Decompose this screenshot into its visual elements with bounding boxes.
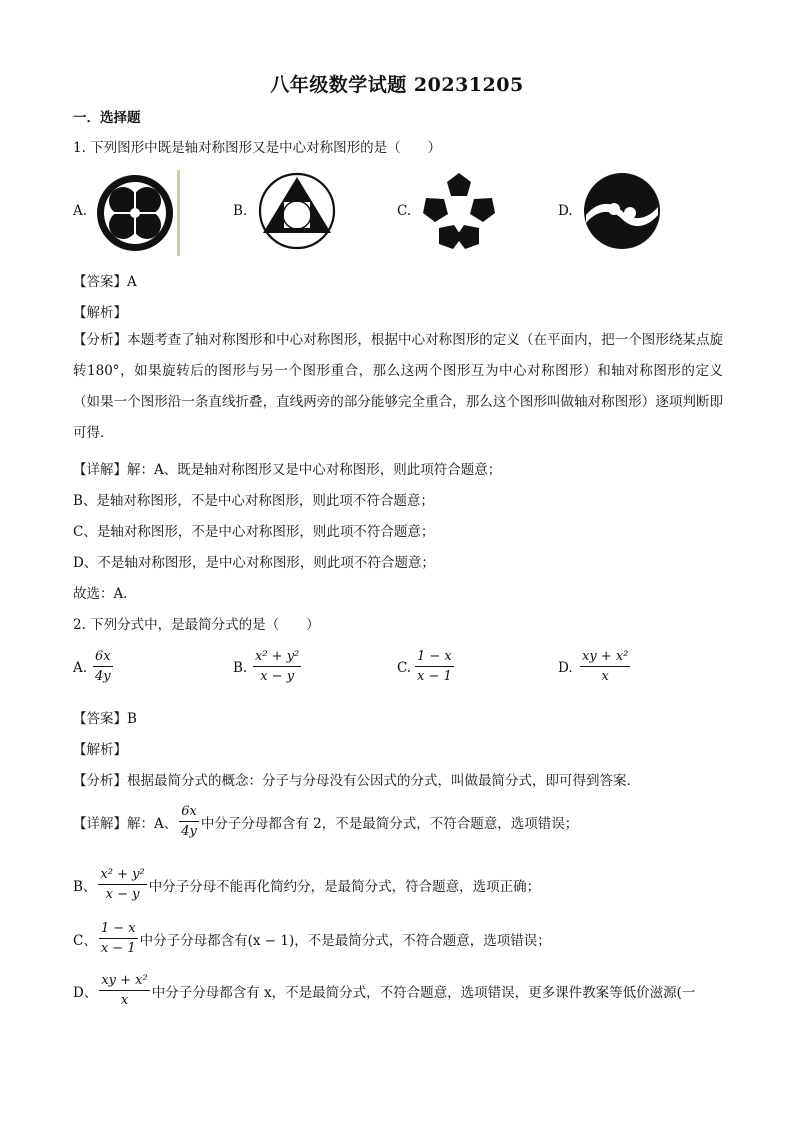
- page-title: 八年级数学试题 20231205: [270, 74, 524, 96]
- q1-answer: [73, 270, 137, 290]
- detail-text: 中分子分母都含有 2，不是最简分式，不符合题意，选项错误；: [200, 815, 579, 832]
- q2-option-a-label: A.: [73, 660, 88, 676]
- denominator: x: [120, 993, 129, 1008]
- denominator: x − 1: [417, 669, 452, 684]
- q2-detail-row: [73, 920, 551, 957]
- q1-analysis-text: 【分析】本题考查了轴对称图形和中心对称图形，根据中心对称图形的定义（在平面内，把一个图形绕某点旋转180°，如果旋转后的图形与另一个图形重合，那么这两个图形互为中心对称图形）和轴对称图形的定义（如果一个图形沿一条直线折叠，直线两旁的部分能够完全重合，那么这个图形叫做轴对称图形）逐项判断即可得．: [73, 332, 723, 441]
- section-heading: 一．选择题: [73, 110, 141, 126]
- answer-value: A: [127, 274, 137, 290]
- detail-fraction: [99, 972, 149, 1009]
- q1-detail-line: B、是轴对称图形，不是中心对称图形，则此项不符合题意；: [73, 493, 434, 509]
- q1-detail-line: 【详解】解：A、既是轴对称图形又是中心对称图形，则此项符合题意；: [73, 462, 502, 478]
- q2-analysis-text: 【分析】根据最简分式的概念：分子与分母没有公因式的分式，叫做最简分式，即可得到答案．: [73, 773, 640, 789]
- q1-option-b-label: B.: [233, 203, 248, 219]
- numerator: xy + x²: [99, 972, 149, 991]
- q2-detail-row: [73, 972, 695, 1009]
- detail-text: 中分子分母都含有 x，不是最简分式，不符合题意，选项错误，更多课件教案等低价滋源(一: [151, 984, 696, 1001]
- denominator: x − y: [105, 887, 140, 902]
- numerator: 6x: [179, 803, 199, 822]
- denominator: x − y: [260, 669, 295, 684]
- answer-value: B: [127, 711, 137, 727]
- q2-option-d-fraction: [580, 648, 630, 685]
- numerator: 6x: [93, 648, 113, 667]
- q1-option-a-label: A.: [73, 203, 88, 219]
- q1-figure-c: [418, 170, 500, 252]
- q2-detail-row: [73, 803, 578, 840]
- q1-analysis-tag: 【解析】: [73, 305, 127, 321]
- numerator: xy + x²: [580, 648, 630, 667]
- q1-figure-d: [582, 171, 662, 251]
- q1-option-d-label: D.: [558, 203, 573, 219]
- numerator: x² + y²: [98, 866, 146, 885]
- detail-prefix: 【详解】解：A、: [73, 815, 178, 832]
- q2-option-a-fraction: [93, 648, 113, 685]
- q2-option-d-label: D.: [558, 660, 573, 676]
- q1-figure-b: [257, 171, 337, 251]
- detail-text: 中分子分母不能再化简约分，是最简分式，符合题意，选项正确；: [148, 878, 541, 895]
- detail-fraction: [179, 803, 199, 840]
- q2-stem: 2. 下列分式中，是最简分式的是（ ）: [73, 617, 320, 633]
- q1-detail-line: D、不是轴对称图形，是中心对称图形，则此项不符合题意；: [73, 555, 435, 571]
- detail-fraction: [99, 920, 138, 957]
- answer-tag: 【答案】: [73, 274, 127, 290]
- q2-option-b-label: B.: [233, 660, 248, 676]
- denominator: x − 1: [100, 941, 136, 956]
- detail-prefix: D、: [73, 984, 98, 1001]
- q1-detail-line: C、是轴对称图形，不是中心对称图形，则此项不符合题意；: [73, 524, 435, 540]
- q2-option-b-fraction: [253, 648, 301, 685]
- q2-detail-row: [73, 866, 540, 903]
- q2-option-c-fraction: [415, 648, 454, 685]
- q2-analysis-tag: 【解析】: [73, 742, 127, 758]
- detail-fraction: [98, 866, 146, 903]
- q1-conclusion: 故选：A．: [73, 586, 137, 602]
- numerator: 1 − x: [415, 648, 454, 667]
- q1-figure-a: [95, 170, 185, 256]
- q2-option-c-label: C.: [397, 660, 412, 676]
- q1-option-c-label: C.: [397, 203, 412, 219]
- detail-text: 中分子分母都含有(x − 1)，不是最简分式，不符合题意，选项错误；: [139, 932, 551, 949]
- q1-stem: 1. 下列图形中既是轴对称图形又是中心对称图形的是（ ）: [73, 140, 442, 156]
- numerator: x² + y²: [253, 648, 301, 667]
- detail-prefix: B、: [73, 878, 97, 895]
- q2-answer: [73, 707, 137, 727]
- numerator: 1 − x: [99, 920, 138, 939]
- denominator: 4y: [95, 669, 111, 684]
- denominator: 4y: [181, 824, 197, 839]
- answer-tag: 【答案】: [73, 711, 127, 727]
- denominator: x: [601, 669, 609, 684]
- detail-prefix: C、: [73, 932, 97, 949]
